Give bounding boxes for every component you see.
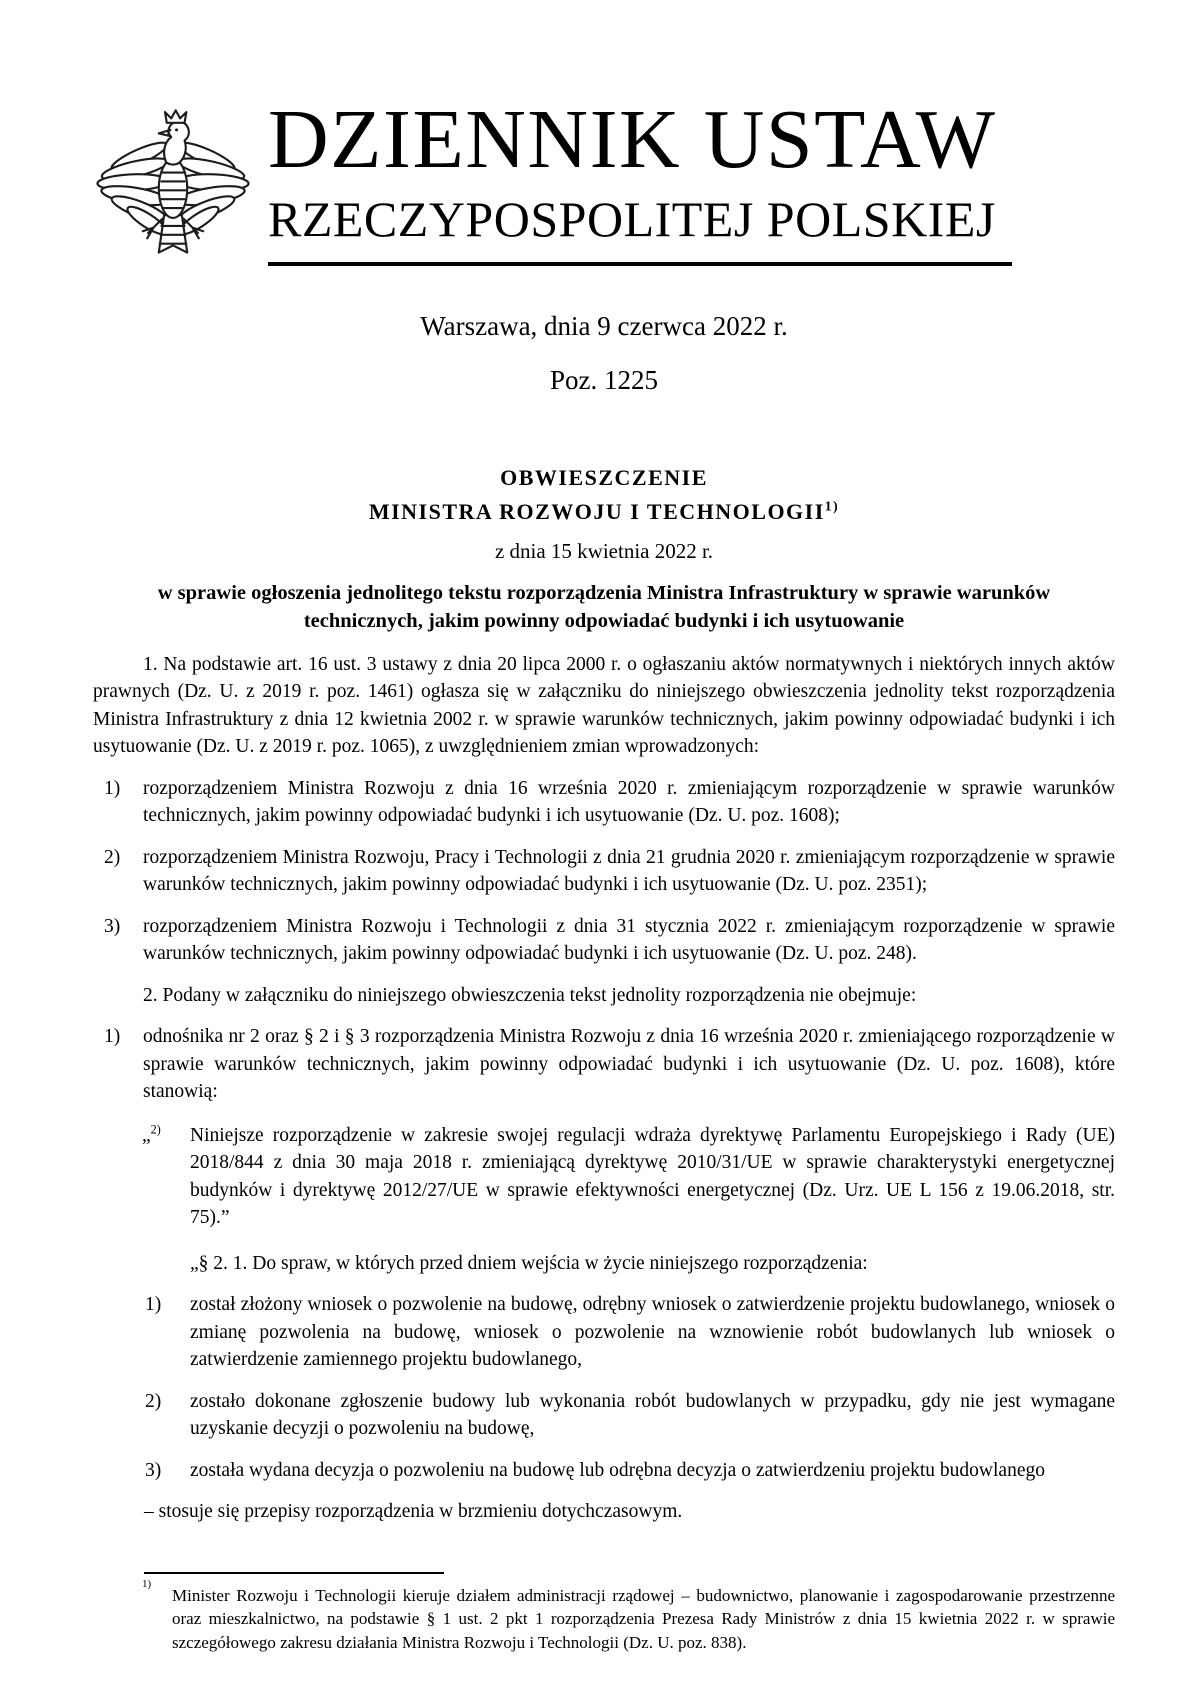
journal-subtitle: RZECZYPOSPOLITEJ POLSKIEJ [268,190,996,247]
act-subject: w sprawie ogłoszenia jednolitego tekstu rozporządzenia Ministra Infrastruktury w sprawie warunków technicznych, jakim powinny odpowiadać budynki i ich usytuowanie [157,581,1051,632]
list-item-text: rozporządzeniem Ministra Rozwoju i Technologii z dnia 31 stycznia 2022 r. zmieniającym rozporządzenie w sprawie warunków technicznych, jakim powinny odpowiadać budynki i ich usytuowanie (Dz. U. poz. 248). [143,915,1115,965]
list-marker: 1) [145,1294,162,1316]
list-item-text: rozporządzeniem Ministra Rozwoju z dnia 16 września 2020 r. zmieniającym rozporządzenie w sprawie warunków technicznych, jakim powinny odpowiadać budynki i ich usytuowanie (Dz. U. poz. 1608); [143,777,1115,827]
footnote-separator [144,1572,444,1574]
masthead-rule [268,262,1012,266]
quoted-paragraph-intro: „§ 2. 1. Do spraw, w których przed dniem wejścia w życie niniejszego rozporządzenia: [190,1252,868,1274]
list-item-case-2 [93,1388,1115,1443]
list-item-exclusion-1 [93,1023,1115,1106]
quoted-footnote-2 [93,1122,1115,1232]
list-item-case-1 [93,1291,1115,1374]
list-item-amendment-3 [93,913,1115,968]
issuer-footnote-marker: 1) [824,498,840,514]
list-marker: 3) [104,915,121,937]
list-marker: 3) [145,1459,162,1481]
footnote-text: Minister Rozwoju i Technologii kieruje działem administracji rządowej – budownictwo, planowanie i zagospodarowanie przestrzenne oraz mieszkalnictwo, na podstawie § 1 ust. 2 pkt 1 rozporządzenia Prezesa Rady Ministrów z dnia 15 kwietnia 2022 r. w sprawie szczegółowego zakresu działania Ministra Rozwoju i Technologii (Dz. U. poz. 838). [172,1585,1115,1652]
quoted-footnote-text: Niniejsze rozporządzenie w zakresie swojej regulacji wdraża dyrektywę Parlamentu Europejskiego i Rady (UE) 2018/844 z dnia 30 maja 2018 r. zmieniającą dyrektywę 2010/31/UE w sprawie charakterystyki energetycznej budynków i dyrektywę 2012/27/UE w sprawie efektywności energetycznej (Dz. Urz. UE L 156 z 19.06.2018, str. 75).” [190,1124,1115,1229]
footnote-1: 1) Minister Rozwoju i Technologii kieruje działem administracji rządowej – budownictwo, planowanie i zagospodarowanie przestrzenne oraz mieszkalnictwo, na podstawie § 1 ust. 2 pkt 1 rozporządzenia Prezesa Rady Ministrów z dnia 15 kwietnia 2022 r. w sprawie szczegółowego zakresu działania Ministra Rozwoju i Technologii (Dz. U. poz. 838). [142,1577,1115,1652]
dateline: Warszawa, dnia 9 czerwca 2022 r. [420,310,788,341]
act-issuer [93,499,1115,525]
document-body [93,651,1115,1526]
list-item-text: została wydana decyzja o pozwoleniu na budowę lub odrębna decyzja o zatwierdzeniu projektu budowlanego [190,1459,1045,1481]
act-date: z dnia 15 kwietnia 2022 r. [494,539,714,564]
list-marker: 2) [104,846,121,868]
masthead-titles [268,93,1012,266]
closing-clause: – stosuje się przepisy rozporządzenia w brzmieniu dotychczasowym. [144,1501,683,1523]
polish-eagle-emblem [93,106,253,264]
act-issuer-name: MINISTRA ROZWOJU I TECHNOLOGII [368,498,825,524]
position-number: Poz. 1225 [550,365,658,396]
quote-marker: „$^{2)}$ [142,1122,161,1146]
list-item-text: został złożony wniosek o pozwolenie na budowę, odrębny wniosek o zatwierdzenie projektu budowlanego, wniosek o zmianę pozwolenia na budowę, wniosek o pozwolenie na wznowienie robót budowlanych lub wniosek o zatwierdzenie zamiennego projektu budowlanego, [190,1294,1115,1371]
list-marker: 1) [104,777,121,799]
list-item-case-3 [93,1457,1115,1485]
journal-title: DZIENNIK USTAW [268,93,997,186]
paragraph-1: 1. Na podstawie art. 16 ust. 3 ustawy z dnia 20 lipca 2000 r. o ogłaszaniu aktów normatywnych i niektórych innych aktów prawnych (Dz. U. z 2019 r. poz. 1461) ogłasza się w załączniku do niniejszego obwieszczenia jednolity tekst rozporządzenia Ministra Infrastruktury z dnia 12 kwietnia 2002 r. w sprawie warunków technicznych, jakim powinny odpowiadać budynki i ich usytuowanie (Dz. U. z 2019 r. poz. 1065), z uwzględnieniem zmian wprowadzonych: [93,653,1115,758]
paragraph-2: 2. Podany w załączniku do niniejszego obwieszczenia tekst jednolity rozporządzenia nie obejmuje: [143,984,917,1006]
masthead [93,0,1115,266]
act-type: OBWIESZCZENIE [500,464,708,490]
list-marker: 1) [104,1026,121,1048]
list-item-text: zostało dokonane zgłoszenie budowy lub wykonania robót budowlanych w przypadku, gdy nie jest wymagane uzyskanie decyzji o pozwoleniu na budowę, [190,1390,1115,1440]
list-marker: 2) [145,1390,162,1412]
list-item-text: rozporządzeniem Ministra Rozwoju, Pracy i Technologii z dnia 21 grudnia 2020 r. zmieniającym rozporządzenie w sprawie warunków technicznych, jakim powinny odpowiadać budynki i ich usytuowanie (Dz. U. poz. 2351); [143,846,1115,896]
list-item-text: odnośnika nr 2 oraz § 2 i § 3 rozporządzenia Ministra Rozwoju z dnia 16 września 2020 r. zmieniającego rozporządzenie w sprawie warunków technicznych, jakim powinny odpowiadać budynki i ich usytuowanie (Dz. U. poz. 1608), które stanowią: [143,1026,1115,1103]
list-item-amendment-2 [93,844,1115,899]
list-item-amendment-1 [93,775,1115,830]
